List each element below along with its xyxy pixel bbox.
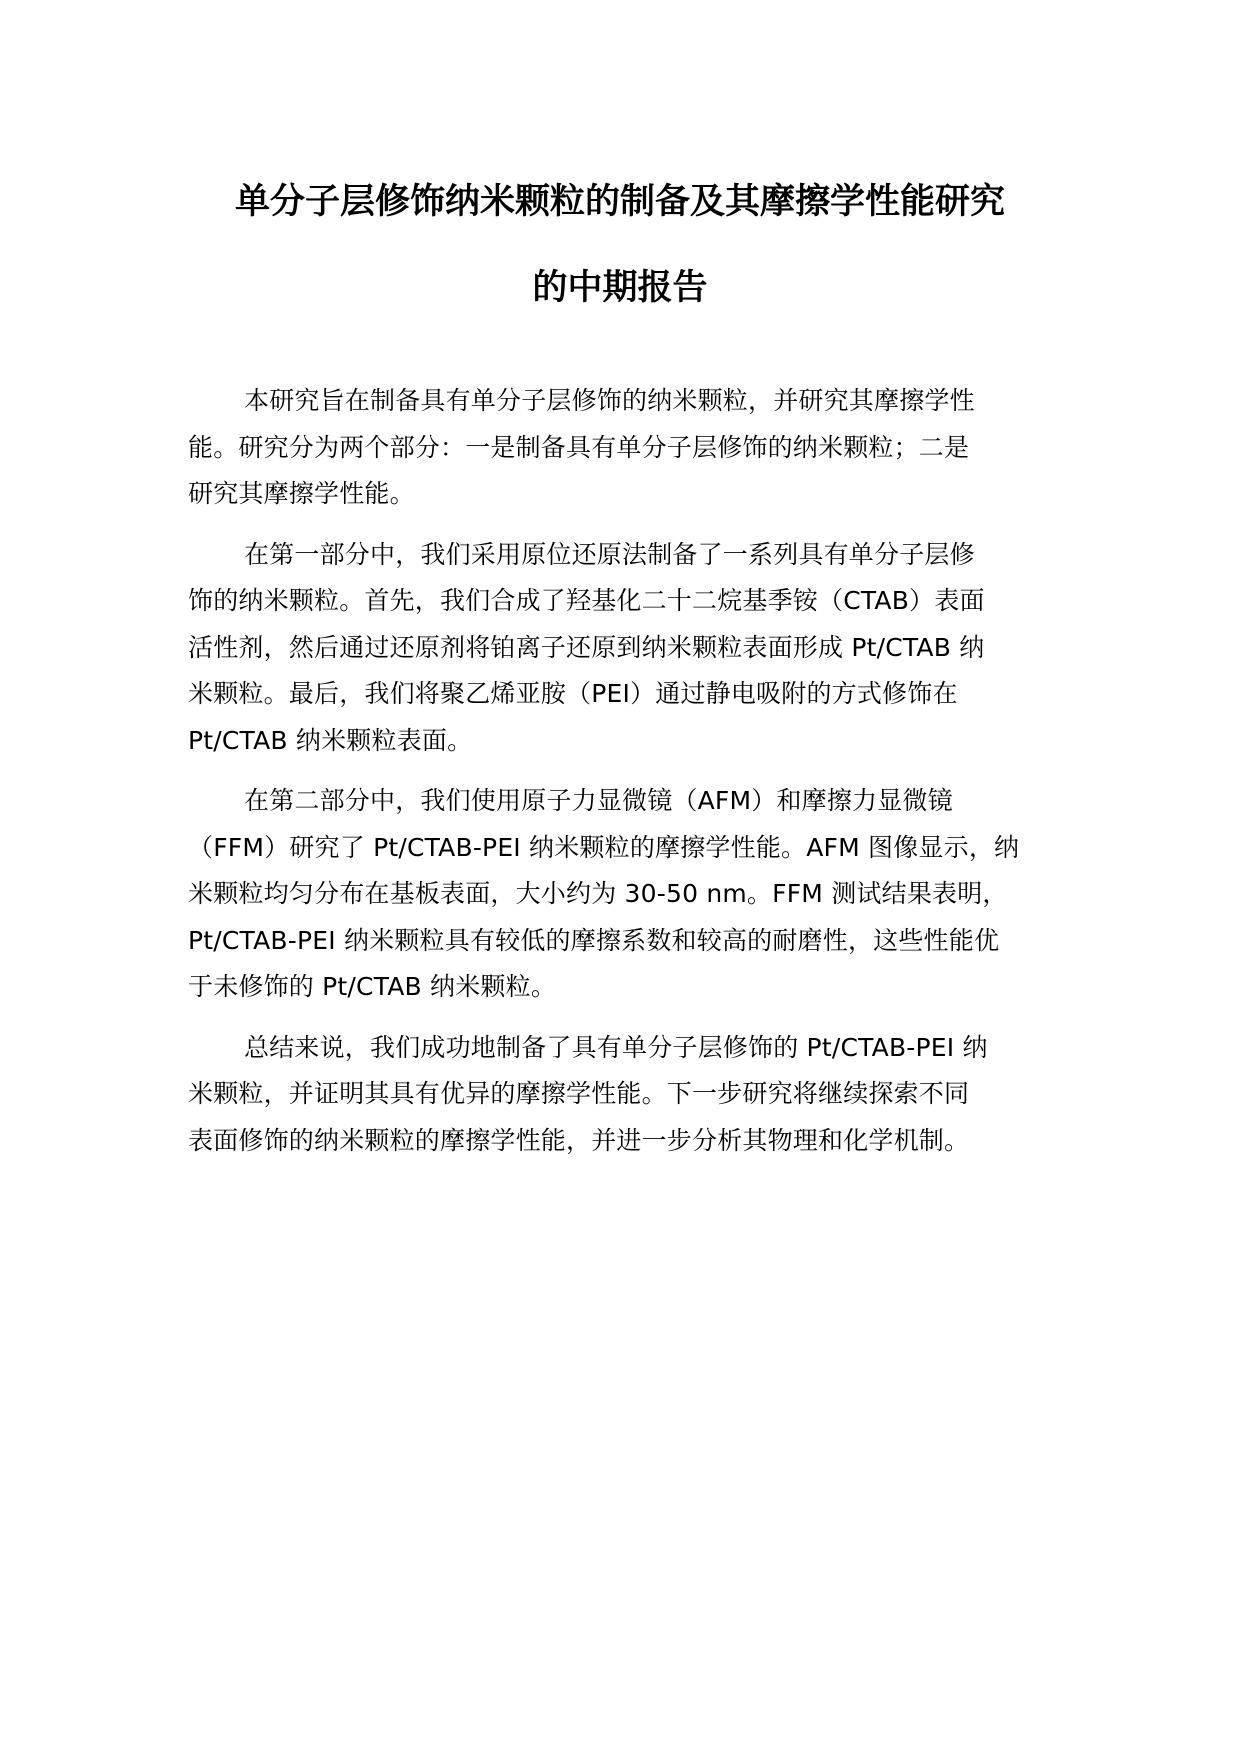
paragraph-line: 于未修饰的 Pt/CTAB 纳米颗粒。 — [188, 972, 557, 1001]
paragraph-line: （FFM）研究了 Pt/CTAB-PEI 纳米颗粒的摩擦学性能。AFM 图像显示，纳 — [188, 832, 1020, 862]
document-title-line-2: 的中期报告 — [532, 268, 708, 308]
paragraph-line: 表面修饰的纳米颗粒的摩擦学性能，并进一步分析其物理和化学机制。 — [188, 1125, 970, 1155]
paragraph-conclusion — [188, 1025, 1058, 1165]
paragraph-line: 米颗粒，并证明其具有优异的摩擦学性能。下一步研究将继续探索不同 — [188, 1079, 970, 1108]
paragraph-line: 米颗粒均匀分布在基板表面，大小约为 30-50 nm。FFM 测试结果表明， — [188, 879, 1008, 908]
paragraph-line: 总结来说，我们成功地制备了具有单分子层修饰的 Pt/CTAB-PEI 纳 — [244, 1032, 988, 1062]
paragraph-line: 饰的纳米颗粒。首先，我们合成了羟基化二十二烷基季铵（CTAB）表面 — [188, 586, 985, 615]
document-body — [188, 378, 1058, 1178]
paragraph-line: Pt/CTAB-PEI 纳米颗粒具有较低的摩擦系数和较高的耐磨性，这些性能优 — [188, 925, 1000, 955]
paragraph-line: 活性剂，然后通过还原剂将铂离子还原到纳米颗粒表面形成 Pt/CTAB 纳 — [188, 632, 985, 662]
paragraph-line: 米颗粒。最后，我们将聚乙烯亚胺（PEI）通过静电吸附的方式修饰在 — [188, 679, 958, 708]
paragraph-part-two — [188, 778, 1058, 1011]
paragraph-line: 本研究旨在制备具有单分子层修饰的纳米颗粒，并研究其摩擦学性 — [244, 386, 975, 415]
paragraph-line: 在第一部分中，我们采用原位还原法制备了一系列具有单分子层修 — [244, 539, 975, 569]
paragraph-line: 研究其摩擦学性能。 — [188, 479, 415, 508]
paragraph-part-one — [188, 532, 1058, 765]
document-title-line-1: 单分子层修饰纳米颗粒的制备及其摩擦学性能研究 — [234, 182, 1005, 222]
paragraph-line: 能。研究分为两个部分：一是制备具有单分子层修饰的纳米颗粒；二是 — [188, 432, 970, 462]
paragraph-intro — [188, 378, 1058, 518]
paragraph-line: Pt/CTAB 纳米颗粒表面。 — [188, 725, 473, 755]
paragraph-line: 在第二部分中，我们使用原子力显微镜（AFM）和摩擦力显微镜 — [244, 786, 953, 815]
